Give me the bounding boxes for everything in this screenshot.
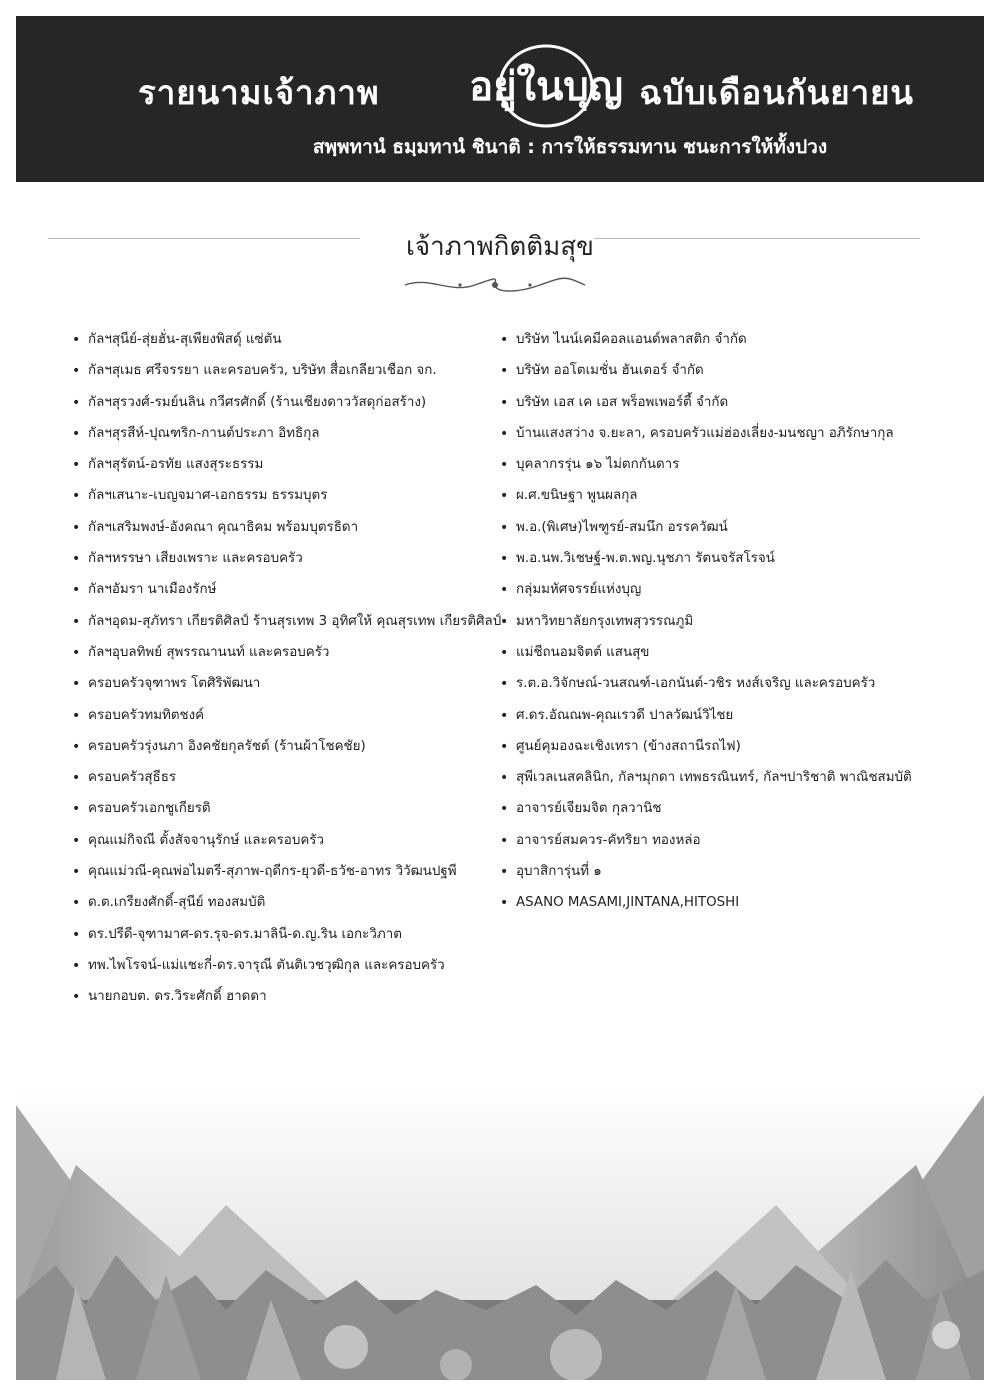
donor-list-item: • กัลฯสุเมธ ศรีจรรยา และครอบครัว, บริษัท สื่อเกลียวเชือก จก. [70, 357, 500, 388]
header-subtitle: สพฺพทานํ ธมฺมทานํ ชินาติ : การให้ธรรมทาน ชนะการให้ทั้งปวง [312, 136, 828, 158]
donor-list-left [70, 326, 500, 1015]
header-banner [16, 16, 984, 182]
donor-list-item: • ครอบครัวเอกชูเกียรติ [70, 795, 500, 826]
donor-list-item: • อุบาสิการุ่นที่ ๑ [498, 858, 918, 889]
section-title: เจ้าภาพกิตติมสุข [406, 232, 594, 262]
donor-list-item: • บ้านแสงสว่าง จ.ยะลา, ครอบครัวแม่ฮ่องเลี่ยง-มนชญา อภิรักษากุล [498, 420, 918, 451]
donor-list-item: • กัลฯอัมรา นาเมืองรักษ์ [70, 576, 500, 607]
donor-list-item: • ครอบครัวทมทิตชงค์ [70, 702, 500, 733]
donor-list-item: • ศ.ดร.อัณณพ-คุณเรวดี ปาลวัฒน์วิไชย [498, 702, 918, 733]
donor-list-item: • มหาวิทยาลัยกรุงเทพสุวรรณภูมิ [498, 608, 918, 639]
donor-list-item: • คุณแม่กิจณี ตั้งสัจจานุรักษ์ และครอบครัว [70, 827, 500, 858]
donor-list-item: • กัลฯอุดม-สุภัทรา เกียรติศิลป์ ร้านสุรเทพ 3 อุทิศให้ คุณสุรเทพ เกียรติศิลป์ [70, 608, 500, 639]
donor-list-item: • กัลฯอุบลทิพย์ สุพรรณานนท์ และครอบครัว [70, 639, 500, 670]
donor-list-item: • พ.อ.นพ.วิเชษฐ์-พ.ต.พญ.นุชภา รัตนจรัสโรจน์ [498, 545, 918, 576]
logo [396, 34, 636, 134]
donor-list-item: • ศูนย์คุมองฉะเชิงเทรา (ข้างสถานีรถไฟ) [498, 733, 918, 764]
donor-list-item: • ดร.ปรีดี-จุฑามาศ-ดร.รุจ-ดร.มาลินี-ด.ญ.ริน เอกะวิภาต [70, 921, 500, 952]
header-title-left: รายนามเจ้าภาพ [138, 73, 380, 112]
donor-list-item: • พ.อ.(พิเศษ)ไพฑูรย์-สมนึก อรรควัฒน์ [498, 514, 918, 545]
header-title-right: ฉบับเดือนกันยายน [639, 73, 914, 112]
donor-list-item: • ครอบครัวสุธีธร [70, 764, 500, 795]
donor-list-item: • กลุ่มมหัศจรรย์แห่งบุญ [498, 576, 918, 607]
pyramids-crystals-illustration [16, 1085, 984, 1380]
donor-list-item: • ร.ต.อ.วิจักษณ์-วนสณฑ์-เอกนันต์-วชิร หงส์เจริญ และครอบครัว [498, 670, 918, 701]
donor-list-item: • อาจารย์สมควร-คัทริยา ทองหล่อ [498, 827, 918, 858]
donor-list-item: • ครอบครัวรุ่งนภา อิงคชัยกุลรัชต์ (ร้านผ้าโชคชัย) [70, 733, 500, 764]
donor-list-item: • สุพีเวลเนสคลินิก, กัลฯมุกดา เทพธรณินทร์, กัลฯปาริชาติ พาณิชสมบัติ [498, 764, 918, 795]
donor-list-right [498, 326, 918, 921]
donor-list-item: • กัลฯสุรวงศ์-รมย์นลิน กวีศรศักดิ์ (ร้านเชียงดาววัสดุก่อสร้าง) [70, 389, 500, 420]
donor-list-item: • กัลฯเสนาะ-เบญจมาศ-เอกธรรม ธรรมบุตร [70, 482, 500, 513]
donor-list-item: • บริษัท ไนน์เคมีคอลแอนด์พลาสติก จำกัด [498, 326, 918, 357]
ornament-flourish-icon [400, 276, 590, 294]
donor-list-item: • บริษัท ออโตเมชั่น ฮันเตอร์ จำกัด [498, 357, 918, 388]
donor-list-item: • กัลฯสุรัตน์-อรทัย แสงสุระธรรม [70, 451, 500, 482]
divider-right [594, 238, 920, 239]
donor-list-item: • บริษัท เอส เค เอส พร็อพเพอร์ตี้ จำกัด [498, 389, 918, 420]
logo-text: อยู่ในบุญ [469, 63, 623, 110]
donor-list-item: • กัลฯสุนีย์-สุ่ยฮั่น-สุเพียงพิสดุ์ แซ่ตัน [70, 326, 500, 357]
donor-list-item: • กัลฯหรรษา เสียงเพราะ และครอบครัว [70, 545, 500, 576]
donor-list-item: • ครอบครัวจุฑาพร โตศิริพัฒนา [70, 670, 500, 701]
donor-list-item: • ผ.ศ.ขนิษฐา พูนผลกุล [498, 482, 918, 513]
donor-list-item: • บุคลากรรุ่น ๑๖ ไม่ตกกันดาร [498, 451, 918, 482]
donor-list-item: • กัลฯสุรสีห์-ปุณฑริก-กานต์ประภา อิทธิกุล [70, 420, 500, 451]
donor-list-item: • นายกอบต. ดร.วิระศักดิ์ ฮาดดา [70, 983, 500, 1014]
donor-list-item: • กัลฯเสริมพงษ์-อังคณา คุณาธิคม พร้อมบุตรธิดา [70, 514, 500, 545]
donor-list-item: • คุณแม่วณี-คุณพ่อไมตรี-สุภาพ-ฤดีกร-ยุวดี-ธวัช-อาทร วิวัฒนปฐพี [70, 858, 500, 889]
donor-list-item: • ด.ต.เกรียงศักดิ์-สุนีย์ ทองสมบัติ [70, 889, 500, 920]
donor-list-item: • อาจารย์เจียมจิต กุลวานิช [498, 795, 918, 826]
donor-list-item: • แม่ชีถนอมจิตต์ แสนสุข [498, 639, 918, 670]
donor-list-item: • ทพ.ไพโรจน์-แม่แชะกี่-ดร.จารุณี ตันติเวชวุฒิกุล และครอบครัว [70, 952, 500, 983]
donor-list-item: • ASANO MASAMI,JINTANA,HITOSHI [498, 889, 918, 920]
